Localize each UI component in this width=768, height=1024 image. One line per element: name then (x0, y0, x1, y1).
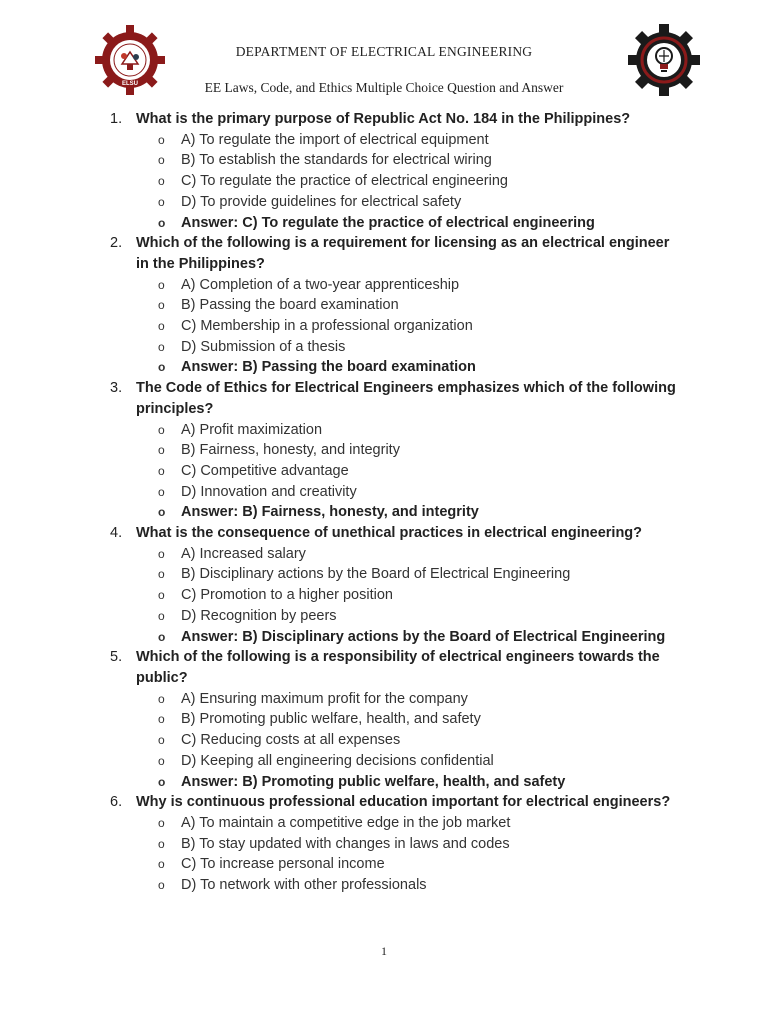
bullet-icon: o (158, 712, 165, 727)
bullet-icon: o (158, 339, 165, 354)
answer-text: Answer: B) Fairness, honesty, and integrity (181, 504, 479, 521)
bullet-icon: o (158, 774, 166, 789)
option-text: A) Completion of a two-year apprenticeship (181, 276, 460, 293)
question-text: Which of the following is a requirement for licensing as an electrical engineer in the Philippines? (136, 235, 670, 272)
option-item (0, 730, 768, 751)
question-number: 1. (110, 111, 123, 127)
option-item (0, 854, 768, 875)
bullet-icon: o (158, 753, 165, 768)
option-text: B) Fairness, honesty, and integrity (181, 442, 400, 459)
bullet-icon: o (158, 836, 165, 851)
option-item (0, 709, 768, 730)
option-text: D) Submission of a thesis (181, 338, 346, 355)
bullet-icon: o (158, 608, 165, 623)
bullet-icon: o (158, 546, 165, 561)
option-text: B) To stay updated with changes in laws and codes (181, 835, 510, 852)
question-item (0, 109, 768, 233)
bullet-icon: o (158, 567, 165, 582)
answer-text: Answer: C) To regulate the practice of electrical engineering (181, 214, 595, 231)
bullet-icon: o (158, 629, 166, 644)
option-text: D) Innovation and creativity (181, 483, 357, 500)
bullet-icon: o (158, 463, 165, 478)
bullet-icon: o (158, 194, 165, 209)
answer-item (0, 772, 768, 793)
option-list (0, 689, 768, 793)
answer-item (0, 502, 768, 523)
option-list (0, 544, 768, 648)
bullet-icon: o (158, 132, 165, 147)
document-subtitle: EE Laws, Code, and Ethics Multiple Choice Question and Answer (204, 80, 564, 95)
question-text: Which of the following is a responsibility of electrical engineers towards the public? (136, 649, 660, 686)
question-item (0, 233, 768, 378)
seal-logo-text: ELSU (121, 81, 139, 87)
question-text: What is the primary purpose of Republic Act No. 184 in the Philippines? (136, 111, 631, 127)
option-item (0, 564, 768, 585)
question-text: What is the consequence of unethical practices in electrical engineering? (136, 525, 643, 542)
option-item (0, 150, 768, 171)
question-item (0, 378, 768, 523)
bullet-icon: o (158, 443, 165, 458)
bullet-icon: o (158, 153, 165, 168)
question-number: 2. (110, 235, 123, 252)
option-item (0, 689, 768, 710)
question-list (0, 109, 768, 896)
option-item (0, 316, 768, 337)
option-text: D) Recognition by peers (181, 607, 337, 624)
answer-text: Answer: B) Passing the board examination (181, 359, 476, 376)
option-text: A) To regulate the import of electrical equipment (181, 131, 489, 148)
option-item (0, 295, 768, 316)
answer-item (0, 213, 768, 234)
option-item (0, 275, 768, 296)
question-text: Why is continuous professional education important for electrical engineers? (136, 794, 671, 811)
bullet-icon: o (158, 857, 165, 872)
option-item (0, 585, 768, 606)
bullet-icon: o (158, 422, 165, 437)
bullet-icon: o (158, 691, 165, 706)
option-item (0, 544, 768, 565)
bullet-icon: o (158, 298, 165, 313)
bullet-icon: o (158, 815, 165, 830)
option-text: D) Keeping all engineering decisions confidential (181, 752, 494, 769)
bullet-icon: o (158, 277, 165, 292)
question-number: 6. (110, 794, 123, 811)
department-title: DEPARTMENT OF ELECTRICAL ENGINEERING (235, 44, 533, 59)
option-text: A) Profit maximization (181, 421, 323, 438)
option-text: C) Promotion to a higher position (181, 587, 393, 604)
option-text: D) To network with other professionals (181, 877, 427, 894)
bullet-icon: o (158, 319, 165, 334)
answer-text: Answer: B) Promoting public welfare, health, and safety (181, 773, 566, 790)
option-list (0, 275, 768, 379)
bullet-icon: o (158, 588, 165, 603)
option-item (0, 130, 768, 151)
bullet-icon: o (158, 733, 165, 748)
option-item (0, 606, 768, 627)
question-item (0, 792, 768, 896)
bullet-icon: o (158, 505, 166, 520)
question-item (0, 523, 768, 647)
bullet-icon: o (158, 215, 166, 230)
answer-item (0, 627, 768, 648)
option-text: A) Increased salary (181, 545, 306, 562)
department-gear-logo (628, 24, 700, 96)
option-text: B) To establish the standards for electrical wiring (181, 152, 492, 169)
question-number: 5. (110, 649, 123, 666)
option-item (0, 461, 768, 482)
option-text: C) Membership in a professional organization (181, 318, 473, 335)
option-item (0, 440, 768, 461)
option-text: C) Competitive advantage (181, 462, 349, 479)
question-number: 4. (110, 525, 123, 542)
option-list (0, 130, 768, 234)
bullet-icon: o (158, 484, 165, 499)
answer-item (0, 357, 768, 378)
option-list (0, 420, 768, 524)
question-item (0, 647, 768, 792)
option-item (0, 751, 768, 772)
option-list (0, 813, 768, 896)
question-number: 3. (110, 380, 123, 397)
option-text: C) To regulate the practice of electrical engineering (181, 173, 508, 190)
option-item (0, 834, 768, 855)
option-item (0, 171, 768, 192)
answer-text: Answer: B) Disciplinary actions by the Board of Electrical Engineering (181, 628, 666, 645)
option-item (0, 875, 768, 896)
option-text: B) Passing the board examination (181, 297, 399, 314)
option-item (0, 813, 768, 834)
option-item (0, 420, 768, 441)
option-item (0, 482, 768, 503)
question-text: The Code of Ethics for Electrical Engineers emphasizes which of the following principles? (136, 380, 676, 417)
option-item (0, 192, 768, 213)
option-text: B) Disciplinary actions by the Board of Electrical Engineering (181, 566, 571, 583)
option-text: A) To maintain a competitive edge in the job market (181, 814, 511, 831)
option-text: C) Reducing costs at all expenses (181, 732, 401, 749)
option-text: A) Ensuring maximum profit for the company (181, 690, 468, 707)
option-text: D) To provide guidelines for electrical safety (181, 193, 462, 210)
option-text: B) Promoting public welfare, health, and safety (181, 711, 481, 728)
bullet-icon: o (158, 360, 166, 375)
bullet-icon: o (158, 878, 165, 893)
option-text: C) To increase personal income (181, 856, 385, 873)
option-item (0, 337, 768, 358)
bullet-icon: o (158, 174, 165, 189)
page-number: 1 (381, 944, 387, 958)
